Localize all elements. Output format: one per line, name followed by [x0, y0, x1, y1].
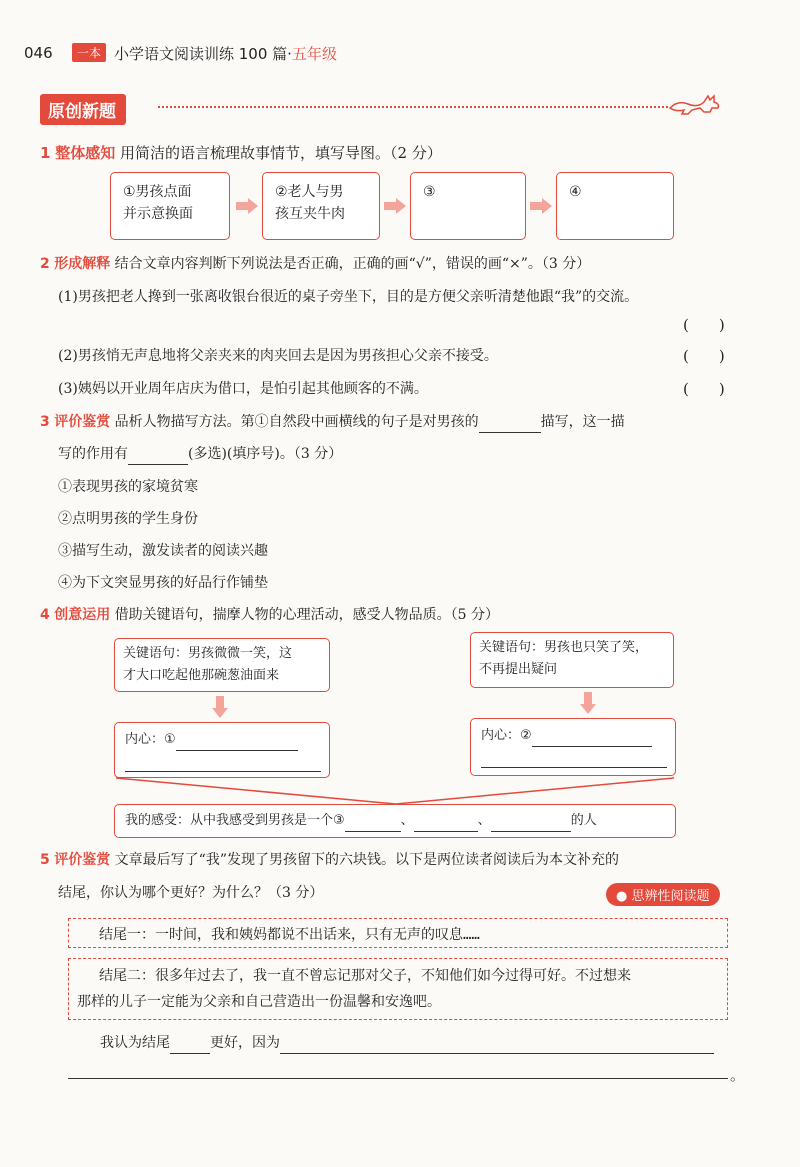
arrow-down-icon — [212, 696, 228, 718]
heart-box-2[interactable] — [470, 718, 676, 776]
heart-2-blank[interactable] — [532, 730, 652, 747]
q5-stem-line1 — [40, 849, 619, 871]
merge-connector — [114, 776, 678, 806]
arrow-right-icon — [236, 198, 258, 214]
heart-1-label: 内心：① — [125, 732, 176, 747]
q5-number: 5 — [40, 852, 50, 868]
flow-box-1[interactable] — [110, 172, 230, 240]
q3-number: 3 — [40, 414, 50, 430]
feeling-blank-1[interactable] — [345, 815, 401, 832]
reason-blank-1[interactable] — [280, 1037, 714, 1054]
q2-item-2: (2)男孩悄无声息地将父亲夹来的肉夹回去是因为男孩担心父亲不接受。 — [58, 348, 498, 364]
q3-line1b: 描写，这一描 — [540, 414, 625, 430]
feeling-tail: 的人 — [570, 813, 597, 828]
flow-box-2[interactable] — [262, 172, 380, 240]
q4-stem — [40, 604, 499, 626]
heart-1-blank[interactable] — [176, 734, 298, 751]
book-title-text: 小学语文阅读训练 100 篇· — [114, 45, 292, 63]
q2-stem — [40, 253, 590, 275]
flow-box-1-line2: 并示意换面 — [123, 206, 193, 222]
feeling-box[interactable] — [114, 804, 676, 838]
flow-box-3-line1: ③ — [423, 184, 436, 200]
key-sentence-2-line1: 关键语句：男孩也只笑了笑， — [479, 640, 649, 655]
brand-badge: 一本 — [72, 43, 106, 62]
arrow-down-icon — [580, 692, 596, 714]
q4-number: 4 — [40, 607, 50, 623]
q2-text: 结合文章内容判断下列说法是否正确，正确的画“√”，错误的画“×”。（3 分） — [114, 256, 591, 272]
q3-option-1: ①表现男孩的家境贫寒 — [58, 479, 198, 495]
answer-prefix: 我认为结尾 — [100, 1035, 170, 1051]
ending-two-box — [68, 958, 728, 1020]
q1-number: 1 — [40, 144, 51, 162]
q5-line1: 文章最后写了“我”发现了男孩留下的六块钱。以下是两位读者阅读后为本文补充的 — [114, 852, 619, 868]
flow-box-4[interactable] — [556, 172, 674, 240]
ending-choice-blank[interactable] — [170, 1037, 210, 1054]
ending-two-line2: 那样的儿子一定能为父亲和自己营造出一份温馨和安逸吧。 — [77, 994, 441, 1010]
heart-1-blank-2[interactable] — [125, 755, 321, 772]
answer-reason-label: 更好，因为 — [210, 1035, 280, 1051]
grade-label: 五年级 — [291, 45, 337, 63]
q2-answer-3[interactable]: ( ) — [683, 380, 725, 398]
q1-text: 用简洁的语言梳理故事情节，填写导图。（2 分） — [120, 144, 442, 162]
q3-line2b: (多选)(填序号)。（3 分） — [188, 446, 343, 462]
q3-stem-line1 — [40, 411, 625, 433]
page-number: 046 — [24, 44, 53, 62]
q3-blank-2[interactable] — [128, 448, 188, 465]
q5-tag: 评价鉴赏 — [54, 852, 111, 868]
q3-option-2: ②点明男孩的学生身份 — [58, 511, 198, 527]
arrow-right-icon — [530, 198, 552, 214]
key-sentence-2-line2: 不再提出疑问 — [479, 662, 558, 677]
flow-box-1-line1: ①男孩点面 — [123, 184, 192, 200]
critical-reading-badge-text: 思辨性阅读题 — [631, 889, 710, 904]
book-title — [114, 43, 337, 64]
q2-item-3: (3)姨妈以开业周年店庆为借口，是怕引起其他顾客的不满。 — [58, 381, 428, 397]
flow-box-2-line2: 孩互夹牛肉 — [275, 206, 345, 222]
section-title: 原创新题 — [40, 94, 126, 125]
banner-divider — [158, 106, 668, 108]
feeling-blank-3[interactable] — [491, 815, 571, 832]
cat-icon — [668, 86, 732, 116]
key-sentence-box-2 — [470, 632, 674, 688]
reason-blank-2[interactable] — [68, 1078, 728, 1079]
heart-box-1[interactable] — [114, 722, 330, 778]
q2-item-1: (1)男孩把老人搀到一张离收银台很近的桌子旁坐下，目的是方便父亲听清楚他跟“我”的交流。 — [58, 289, 639, 305]
ending-one-box — [68, 918, 728, 948]
q3-stem-line2 — [58, 443, 342, 465]
q1-stem — [40, 142, 442, 164]
q2-answer-1[interactable]: ( ) — [683, 316, 725, 334]
heart-2-label: 内心：② — [481, 728, 532, 743]
answer-line — [100, 1032, 714, 1054]
q3-option-3: ③描写生动，激发读者的阅读兴趣 — [58, 543, 268, 559]
key-sentence-box-1 — [114, 638, 330, 692]
q4-text: 借助关键语句，揣摩人物的心理活动，感受人物品质。（5 分） — [114, 607, 500, 623]
feeling-sep-1: 、 — [400, 813, 414, 828]
q3-blank-1[interactable] — [479, 416, 541, 433]
q3-line2a: 写的作用有 — [58, 446, 128, 462]
heart-2-blank-2[interactable] — [481, 751, 667, 768]
q1-tag: 整体感知 — [55, 144, 116, 162]
key-sentence-1-line1: 关键语句：男孩微微一笑，这 — [123, 646, 293, 661]
arrow-right-icon — [384, 198, 406, 214]
flow-box-4-line1: ④ — [569, 184, 582, 200]
key-sentence-1-line2: 才大口吃起他那碗葱油面来 — [123, 668, 280, 683]
q3-tag: 评价鉴赏 — [54, 414, 111, 430]
q5-stem-line2: 结尾，你认为哪个更好？为什么？（3 分） — [58, 885, 324, 901]
q3-option-4: ④为下文突显男孩的好品行作铺垫 — [58, 575, 268, 591]
feeling-label: 我的感受：从中我感受到男孩是一个③ — [125, 813, 345, 828]
ending-two-line1: 结尾二：很多年过去了，我一直不曾忘记那对父子，不知他们如今过得可好。不过想来 — [99, 968, 631, 984]
q4-tag: 创意运用 — [54, 607, 111, 623]
critical-reading-badge: ● 思辨性阅读题 — [606, 883, 720, 906]
flow-box-3[interactable] — [410, 172, 526, 240]
q2-number: 2 — [40, 256, 50, 272]
q2-answer-2[interactable]: ( ) — [683, 347, 725, 365]
feeling-blank-2[interactable] — [414, 815, 478, 832]
q3-line1a: 品析人物描写方法。第①自然段中画横线的句子是对男孩的 — [114, 414, 479, 430]
q2-tag: 形成解释 — [54, 256, 111, 272]
answer-period: 。 — [730, 1066, 746, 1084]
feeling-sep-2: 、 — [477, 813, 491, 828]
flow-box-2-line1: ②老人与男 — [275, 184, 344, 200]
ending-one-text: 结尾一：一时间，我和姨妈都说不出话来，只有无声的叹息…… — [99, 927, 480, 943]
